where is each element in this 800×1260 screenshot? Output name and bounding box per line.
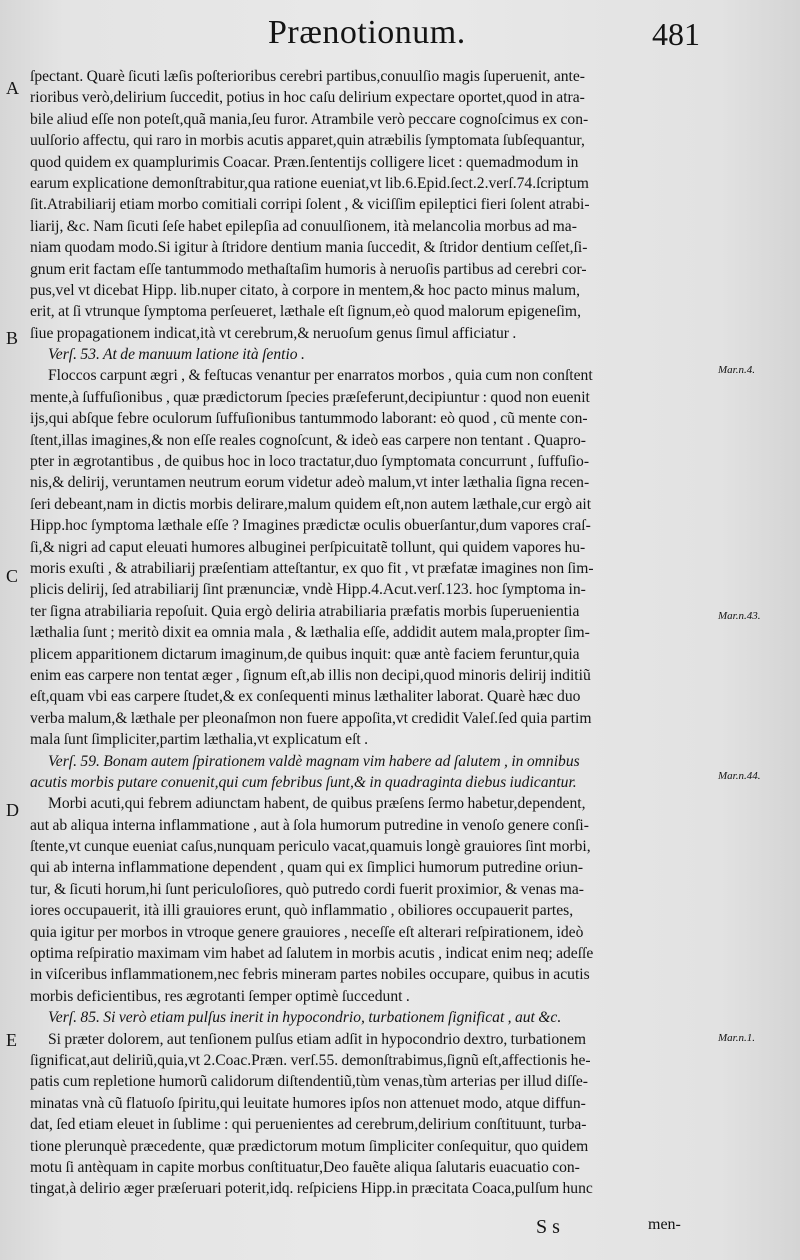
text-line: iores occupauerit, ità illi grauiores erunt, quò inflammatio , obiliores occupauerit partes,	[30, 902, 574, 920]
margin-letter-c: C	[6, 566, 19, 586]
text-line: moris exuſti , & atrabiliarij præſentiam atteſtantur, ex quo fit , vt præfatæ imagines non ſim-	[30, 559, 594, 577]
margin-note: Mar.n.1.	[718, 1032, 755, 1044]
text-line: ſtente,vt cunque eueniat caſus,nunquam periculo vacat,quamuis longè grauiores ſint morbi,	[30, 838, 591, 856]
text-line: mala ſunt ſimpliciter,partim læthalia,vt explicatum eſt .	[30, 731, 369, 749]
text-line: tur, & ſicuti horum,hi ſunt periculoſiores, quò putredo cordi fuerit proximior, & venas ma-	[30, 880, 584, 898]
text-line: gnum erit factam eſſe tantummodo methaſtaſim humoris à neruoſis partibus ad cerebri cor-	[30, 260, 587, 278]
verse-heading: Verſ. 59. Bonam autem ſpirationem valdè magnam vim habere ad ſalutem , in omnibus	[48, 752, 580, 770]
text-line: in viſceribus inflammationem,nec febris mineram partes nobiles occupare, quibus in acutis	[30, 966, 590, 984]
margin-note: Mar.n.43.	[718, 610, 761, 622]
text-line: quia igitur per morbos in vtroque genere grauiores , neceſſe eſt alterari reſpirationem, ideò	[30, 923, 584, 941]
signature-mark: S s	[536, 1216, 560, 1238]
text-line: dat, ſed etiam eleuet in ſublime : qui peruenientes ad cerebrum,delirium conſtituunt, turba-	[30, 1116, 587, 1134]
text-line: erit, at ſi vtrunque ſymptoma perſeueret, læthale eſt ſignum,eò quod malorum epigeneſim,	[30, 303, 581, 321]
verse-heading: Verſ. 85. Si verò etiam pulſus inerit in hypocondrio, turbationem ſignificat , aut &c.	[48, 1009, 562, 1027]
page-number: 481	[652, 16, 700, 52]
text-line: tingat,à delirio æger præſeruari poterit,idq. reſpiciens Hipp.in præcitata Coaca,pulſum hunc	[30, 1180, 593, 1198]
text-line: qui ab interna inflammatione dependent , quam qui ex ſimplici humorum putredine oriun-	[30, 859, 584, 877]
verse-heading: acutis morbis putare conuenit,qui cum febribus ſunt,& in quadraginta diebus iudicantur.	[30, 773, 577, 791]
text-line: ter ſigna atrabiliaria repoſuit. Quia ergò deliria atrabiliaria præfatis morbis ſuperuenientia	[30, 602, 580, 620]
text-line: morbis deficientibus, res ægrotanti ſemper optimè ſuccedunt .	[30, 987, 410, 1005]
catchword: men-	[648, 1216, 681, 1233]
text-line: Hipp.hoc ſymptoma læthale eſſe ? Imagines prædictæ oculis obuerſantur,dum vapores craſ-	[30, 517, 591, 535]
running-head	[0, 14, 800, 58]
text-line: motu ſi antèquam in capite morbus conſtituatur,Deo fauẽte aliqua ſalutaris euacuatio con-	[30, 1158, 580, 1176]
text-line: uulſorio affectu, qui raro in morbis acutis apparet,quin atræbilis ſymptomata ſubſequantur,	[30, 132, 585, 150]
text-line: plicis delirij, ſed atrabiliarij ſint prænunciæ, vndè Hipp.4.Acut.verſ.123. hoc ſymptoma in-	[30, 581, 586, 599]
page-title: Prænotionum.	[268, 14, 466, 51]
text-line: ſtent,illas imagines,& non eſſe reales cognoſcunt, & ideò eas carpere non tentant . Quapro-	[30, 431, 586, 449]
margin-note: Mar.n.44.	[718, 770, 761, 782]
text-line: enim eas carpere non tentat æger , ſignum eſt,ab illis non decipi,quod minoris delirij inditiũ	[30, 666, 591, 684]
text-line: optima reſpiratio maximam vim habet ad ſalutem in morbis acutis , indicat enim neq; adeſſe	[30, 945, 594, 963]
text-line: plicem apparitionem dictarum imaginum,de quibus inquit: quæ antè faciem feruntur,quia	[30, 645, 580, 663]
text-line: Morbi acuti,qui febrem adiunctam habent, de quibus præſens ſermo habetur,dependent,	[48, 795, 586, 813]
body-text	[30, 66, 710, 1200]
text-line: mente,à ſuffuſionibus , quæ prædictorum ſpecies præſeferunt,decipiuntur : quod non euenit	[30, 388, 590, 406]
text-line: ſit.Atrabiliarij etiam morbo comitiali corripi ſolent , & viciſſim epileptici fieri ſolent atrabi-	[30, 196, 590, 214]
margin-letter-d: D	[6, 800, 19, 820]
text-line: ſignificat,aut deliriũ,quia,vt 2.Coac.Præn. verſ.55. demonſtrabimus,ſignũ eſt,affectionis he-	[30, 1051, 591, 1069]
text-line: eſt,quam vbi eas carpere ſtudet,& ex conſequenti minus læthaliter laborat. Quarè hæc duo	[30, 688, 581, 706]
text-line: pus,vel vt dicebat Hipp. lib.nuper citato, à corpore in mentem,& hoc pacto minus malum,	[30, 281, 580, 299]
text-line: patis cum repletione humorũ calidorum diſtendentiũ,tùm venas,tùm arterias per illud diſſe-	[30, 1073, 588, 1091]
text-line: tione plerunquè præcedente, quæ prædictorum motum ſimpliciter conſequitur, quo quidem	[30, 1137, 589, 1155]
text-line: ſiue propagationem indicat,ità vt cerebrum,& neruoſum genus ſimul afficiatur .	[30, 324, 517, 342]
text-line: earum explicatione demonſtrabitur,qua ratione eueniat,vt lib.6.Epid.ſect.2.verſ.74.ſcriptum	[30, 174, 589, 192]
text-line: verba malum,& læthale per pleonaſmon non fuere appoſita,vt credidit Valeſ.ſed quia partim	[30, 709, 592, 727]
text-line: niam quodam modo.Si igitur à ſtridore dentium mania ſuccedit, & ſtridor dentium ceſſet,ſi-	[30, 239, 588, 257]
margin-letter-a: A	[6, 78, 19, 98]
text-line: liarij, &c. Nam ſicuti ſeſe habet epilepſia ad conuulſionem, ità melancolia morbus ad ma-	[30, 217, 577, 235]
text-line: nis,& delirij, veruntamen neutrum eorum videtur adeò malum,vt inter læthalia ſigna recen-	[30, 474, 590, 492]
text-line: ijs,qui abſque febre oculorum ſuffuſionibus tantummodo laborant: eò quod , cũ mente con-	[30, 410, 588, 428]
text-line: ſeri debeant,nam in dictis morbis delirare,malum quidem eſt,non autem læthale,cur ergò ait	[30, 495, 592, 513]
text-line: aut ab aliqua interna inflammatione , aut à ſola humorum putredine in venoſo genere conſi-	[30, 816, 589, 834]
text-line: ſpectant. Quarè ſicuti læſis poſterioribus cerebri partibus,conuulſio magis ſuperuenit, ante-	[30, 68, 585, 85]
text-line: ſi,& nigri ad caput eleuati humores albuginei perſpicuitatẽ tollunt, qui quidem vapores hu-	[30, 538, 586, 556]
verse-heading: Verſ. 53. At de manuum latione ità ſentio .	[48, 346, 305, 364]
margin-note: Mar.n.4.	[718, 364, 755, 376]
text-line: Floccos carpunt ægri , & feſtucas venantur per enarratos morbos , quia cum non conſtent	[48, 367, 593, 385]
text-line: bile aliud eſſe non poteſt,quã mania,ſeu furor. Atrambile verò peccare cognoſcimus ex con-	[30, 110, 589, 128]
margin-letter-b: B	[6, 328, 19, 348]
text-line: rioribus verò,delirium ſuccedit, potius in hoc caſu delirium expectare oportet,quod in atra-	[30, 89, 585, 107]
text-line: quod quidem ex quamplurimis Coacar. Præn.ſententijs colligere licet : quemadmodum in	[30, 153, 579, 171]
text-line: Si præter dolorem, aut tenſionem pulſus etiam adſit in hypocondrio dextro, turbationem	[48, 1030, 587, 1048]
text-line: læthalia ſunt ; meritò dixit ea omnia mala , & læthalia eſſe, addidit autem mala,propter ſim-	[30, 624, 590, 642]
text-line: pter in ægrotantibus , de quibus hoc in loco tractatur,duo ſymptomata concurrunt , ſuffuſio-	[30, 453, 590, 471]
margin-letter-e: E	[6, 1030, 17, 1050]
text-line: minatas vnà cũ flatuoſo ſpiritu,qui leuitate humores ipſos non attenuet modo, atque diffun-	[30, 1094, 586, 1112]
